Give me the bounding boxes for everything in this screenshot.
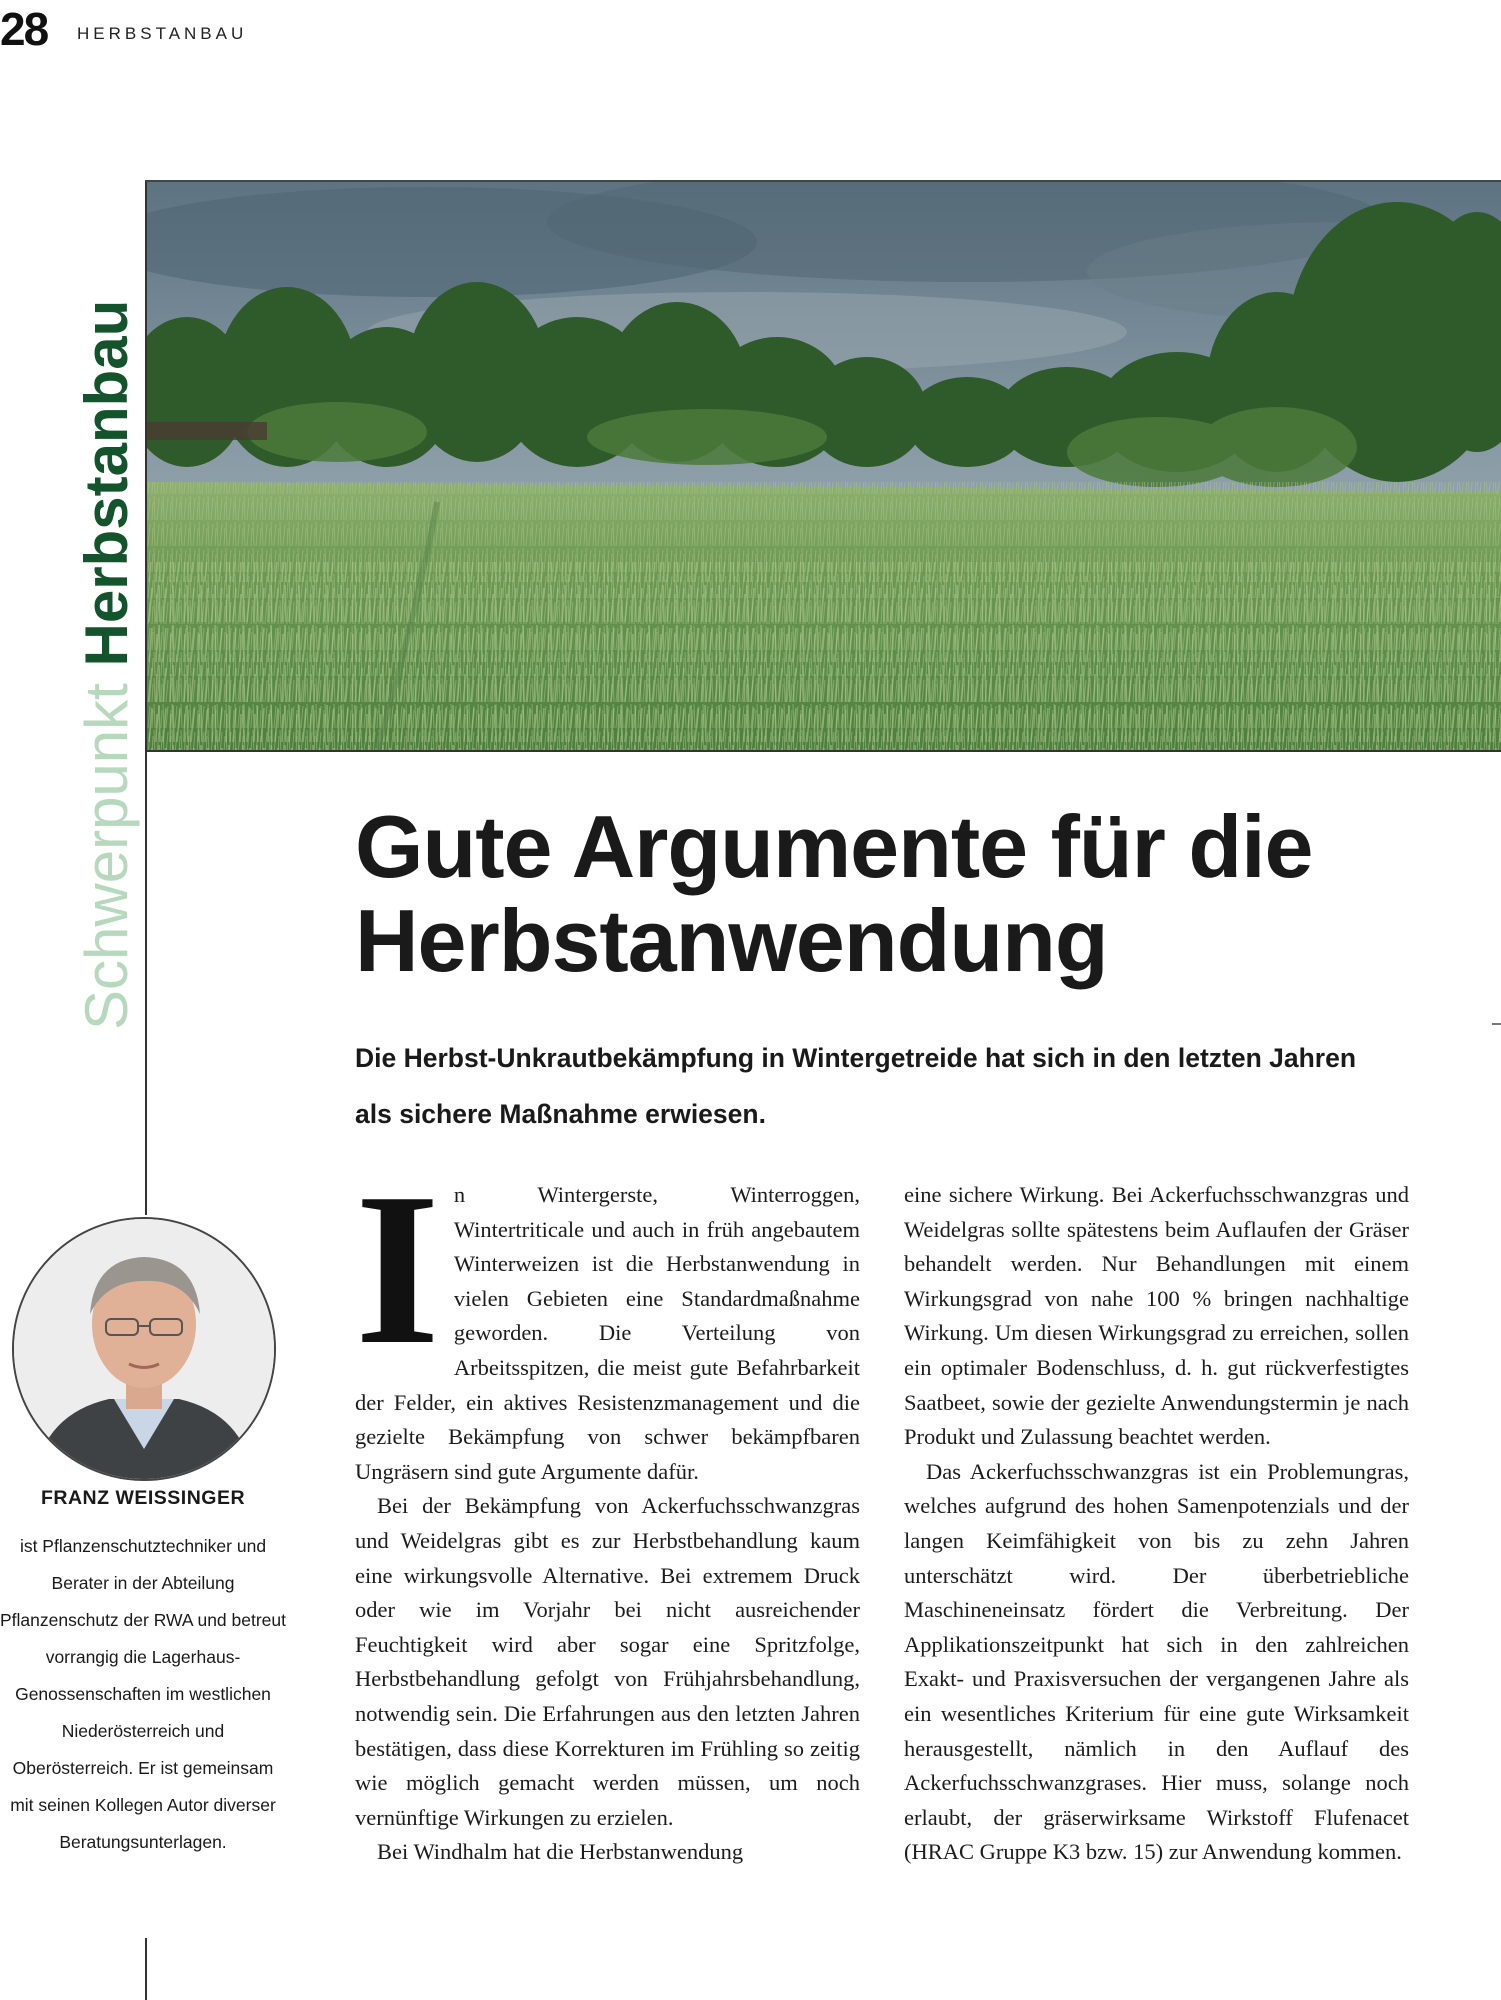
article-column-1 xyxy=(355,1149,860,1870)
paragraph-1 xyxy=(355,1149,860,1489)
vertical-rule-bottom xyxy=(145,1938,147,2000)
article-column-2 xyxy=(904,1178,1409,1870)
drop-cap: I xyxy=(355,1149,440,1390)
edge-mark xyxy=(1492,1023,1501,1025)
author-bio: ist Pflanzenschutztechniker und Berater in der Abteilung Pflanzenschutz der RWA und betreut vorrangig die Lagerhaus-Genossenschaften im westlichen Niederösterreich und Oberösterreich. Er ist gemeinsam mit seinen Kollegen Autor diverser Beratungsunterlagen. xyxy=(0,1536,286,1852)
paragraph-4: eine sichere Wirkung. Bei Ackerfuchsschwanzgras und Weidelgras sollte spätestens beim Auflaufen der Gräser behandelt werden. Nur Behandlungen mit einem Wirkungsgrad von nahe 100 % bringen nachhaltige Wirkung. Um diesen Wirkungsgrad zu erreichen, sollen ein optimaler Bodenschluss, d. h. gut rückverfestigtes Saatbeet, sowie der gezielte Anwendungstermin je nach Produkt und Zulassung beachtet werden. xyxy=(904,1182,1409,1450)
vertical-title-light: Schwerpunkt xyxy=(73,683,140,1030)
paragraph-2: Bei der Bekämpfung von Ackerfuchsschwanzgras und Weidelgras gibt es zur Herbstbehandlung kaum eine wirkungsvolle Alternative. Bei extremem Druck oder wie im Vorjahr bei nicht ausreichender Feuchtigkeit wird aber sogar eine Spritzfolge, Herbstbehandlung gefolgt von Frühjahrsbehandlung, notwendig sein. Die Erfahrungen aus den letzten Jahren bestätigen, dass diese Korrekturen im Frühling so zeitig wie möglich gemacht werden müssen, um noch vernünftige Wirkungen zu erzielen. xyxy=(355,1493,860,1830)
article-headline: Gute Argumente für die Herbstanwendung xyxy=(355,797,1313,990)
hero-photo-wheat-field xyxy=(147,182,1501,752)
paragraph-1-text: n Wintergerste, Winterroggen, Wintertriticale und auch in früh angebautem Winterweizen ist die Herbstanwendung in vielen Gebieten eine Standardmaßnahme geworden. Die Verteilung von Arbeitsspitzen, die meist gute Befahrbarkeit der Felder, ein aktives Resistenzmanagement und die gezielte Bekämpfung von schwer bekämpfbaren Ungräsern sind gute Argumente dafür. xyxy=(355,1182,860,1484)
vertical-title-bold: Herbstanbau xyxy=(73,299,140,667)
author-name: FRANZ WEISSINGER xyxy=(40,1487,246,1509)
paragraph-5: Das Ackerfuchsschwanzgras ist ein Problemungras, welches aufgrund des hohen Samenpotenzials und der langen Keimfähigkeit von bis zu zehn Jahren unterschätzt wird. Der überbetriebliche Maschineneinsatz fördert die Verbreitung. Der Applikationszeitpunkt hat sich in den zahlreichen Exakt- und Praxisversuchen der vergangenen Jahre als ein wesentliches Kriterium für eine gute Wirksamkeit herausgestellt, nämlich in den Auflauf des Ackerfuchsschwanzgrases. Hier muss, solange noch erlaubt, der gräserwirksame Wirkstoff Flufenacet (HRAC Gruppe K3 bzw. 15) zur Anwendung kommen. xyxy=(904,1458,1409,1865)
author-portrait xyxy=(12,1217,276,1481)
paragraph-3: Bei Windhalm hat die Herbstanwendung xyxy=(377,1839,744,1865)
section-label: HERBSTANBAU xyxy=(77,24,248,43)
vertical-section-title xyxy=(72,300,142,1030)
article-lead: Die Herbst-Unkrautbekämpfung in Wintergetreide hat sich in den letzten Jahren als sichere Maßnahme erwiesen. xyxy=(355,1043,1357,1129)
page-number: 28 xyxy=(0,3,48,55)
